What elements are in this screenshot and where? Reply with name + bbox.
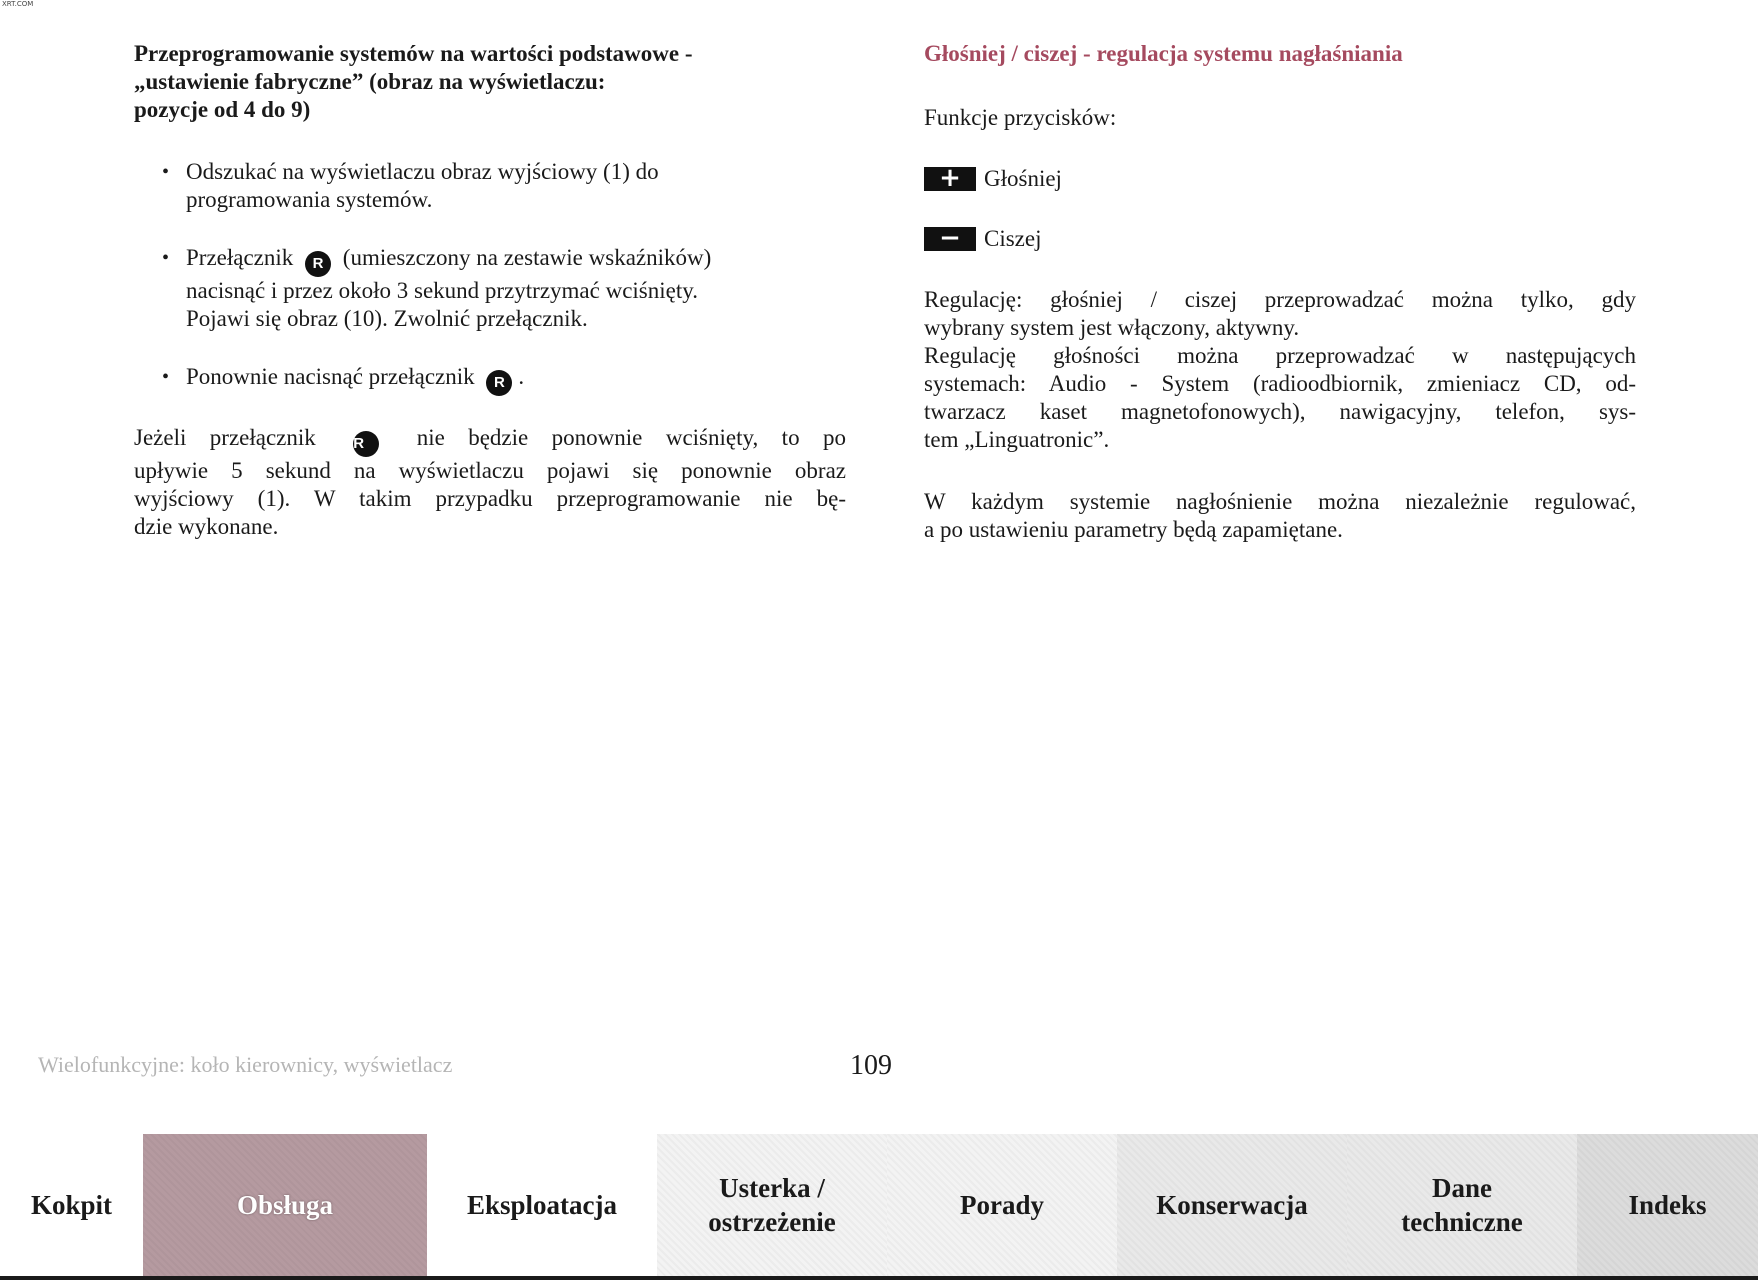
corner-mark: XRT.COM <box>2 0 34 8</box>
tab-indeks[interactable]: Indeks <box>1577 1134 1758 1276</box>
reset-button-icon: R <box>353 431 379 457</box>
volume-up-label: Głośniej <box>984 166 1062 191</box>
volume-paragraph-1: Regulację: głośniej / ciszej przeprowadzać można tylko, gdy wybrany system jest włączony, aktywny. <box>924 287 1636 340</box>
volume-paragraph-3: W każdym systemie nagłośnienie można niezależnie regulować, a po ustawieniu parametry będą zapamiętane. <box>924 489 1636 542</box>
step-list <box>134 158 846 396</box>
tab-kokpit[interactable]: Kokpit <box>0 1134 143 1276</box>
timeout-paragraph: Jeżeli przełącznik R nie będzie ponownie wciśnięty, to po upływie 5 sekund na wyświetlaczu pojawi się ponownie obraz wyjściowy (1). W takim przypadku przeprogramowanie nie bę- dzie wykonane. <box>134 425 847 539</box>
volume-down-label: Ciszej <box>984 226 1042 251</box>
chapter-title: Wielofunkcyjne: koło kierownicy, wyświetlacz <box>38 1052 453 1077</box>
reset-button-icon: R <box>305 251 331 277</box>
page-number: 109 <box>850 1050 892 1081</box>
volume-up-row <box>924 163 1636 193</box>
tab-dane-techniczne[interactable]: Dane techniczne <box>1347 1134 1577 1276</box>
bullet-icon: • <box>162 161 170 183</box>
tab-porady[interactable]: Porady <box>887 1134 1117 1276</box>
volume-heading: Głośniej / ciszej - regulacja systemu nagłaśniania <box>924 41 1403 66</box>
step-item: • Odszukać na wyświetlaczu obraz wyjściowy (1) do programowania systemów. <box>162 159 659 212</box>
step-item: • Ponownie nacisnąć przełącznik R . <box>134 363 846 396</box>
section-tabs <box>0 1134 1758 1276</box>
tab-obsluga[interactable]: Obsługa <box>143 1134 427 1276</box>
tab-eksploatacja[interactable]: Eksploatacja <box>427 1134 657 1276</box>
step-item: • Przełącznik R (umieszczony na zestawie wskaźników) nacisnąć i przez około 3 sekund przytrzymać wciśnięty. Pojawi się obraz (10). Zwolnić przełącznik. <box>162 245 712 331</box>
functions-label: Funkcje przycisków: <box>924 105 1117 130</box>
volume-paragraph-2: Regulację głośności można przeprowadzać w następujących systemach: Audio - System (radioodbiornik, zmieniacz CD, od- twarzacz kaset magnetofonowych), nawigacyjny, telefon, sys- tem „Linguatronic”. <box>924 343 1636 452</box>
tabs-bottom-rule <box>0 1276 1758 1280</box>
volume-down-row <box>924 223 1636 253</box>
bullet-icon: • <box>162 366 170 388</box>
minus-key-icon: − <box>924 227 976 251</box>
bullet-icon: • <box>162 247 170 269</box>
plus-key-icon: + <box>924 167 976 191</box>
right-column <box>924 40 1636 544</box>
tab-konserwacja[interactable]: Konserwacja <box>1117 1134 1347 1276</box>
left-column <box>134 40 846 541</box>
reset-button-icon: R <box>486 370 512 396</box>
tab-usterka-ostrzezenie[interactable]: Usterka / ostrzeżenie <box>657 1134 887 1276</box>
factory-reset-heading: Przeprogramowanie systemów na wartości podstawowe - „ustawienie fabryczne” (obraz na wyświetlaczu: pozycje od 4 do 9) <box>134 41 693 122</box>
